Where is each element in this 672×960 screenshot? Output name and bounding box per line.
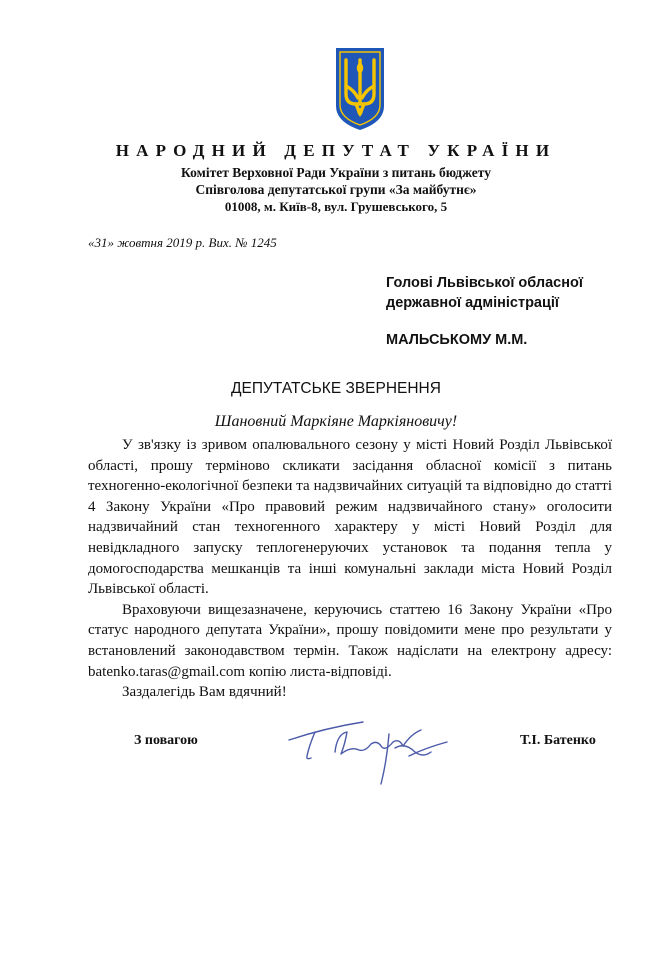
body-paragraph: Заздалегідь Вам вдячний! [122, 684, 287, 701]
signature-icon [285, 712, 455, 792]
recipient-line-2: державної адміністрації [386, 295, 560, 311]
header-group: Співголова депутатської групи «За майбутнє» [195, 182, 477, 197]
greeting: Шановний Маркіяне Маркіяновичу! [214, 413, 458, 430]
document-title: ДЕПУТАТСЬКЕ ЗВЕРНЕННЯ [231, 380, 441, 397]
header-committee: Комітет Верховної Ради України з питань бюджету [181, 165, 491, 180]
recipient-name: МАЛЬСЬКОМУ М.М. [386, 332, 528, 348]
header-address: 01008, м. Київ-8, вул. Грушевського, 5 [224, 199, 448, 214]
body-paragraph: Враховуючи вищезазначене, керуючись статтею 16 Закону України «Про статус народного депутата України», прошу повідомити мене про результати у встановлений законодавством термін. Також надіслати на електрону адресу: batenko.taras@gmail.com копію листа-відповіді. [88, 601, 612, 680]
letter-body [88, 435, 612, 703]
outgoing-reference: «31» жовтня 2019 р. Вих. № 1245 [88, 235, 277, 250]
coat-of-arms-icon [334, 46, 386, 132]
signatory-name: Т.І. Батенко [520, 733, 596, 748]
closing-phrase: З повагою [134, 733, 198, 748]
recipient-line-1: Голові Львівської обласної [386, 275, 583, 291]
header-title: НАРОДНИЙ ДЕПУТАТ УКРАЇНИ [115, 141, 557, 160]
body-paragraph: У зв'язку із зривом опалювального сезону у місті Новий Розділ Львівської області, прошу терміново скликати засідання обласної комісії з питань техногенно-екологічної безпеки та надзвичайних ситуацій та відповідно до статті 4 Закону України «Про правовий режим надзвичайного стану» оголосити надзвичайний стан техногенного характеру у місті Новий Розділ для невідкладного запуску теплогенеруючих установок та подання тепла у домогосподарства мешканців та інші комунальні заклади міста Новий Розділ Львівської області. [88, 437, 612, 598]
